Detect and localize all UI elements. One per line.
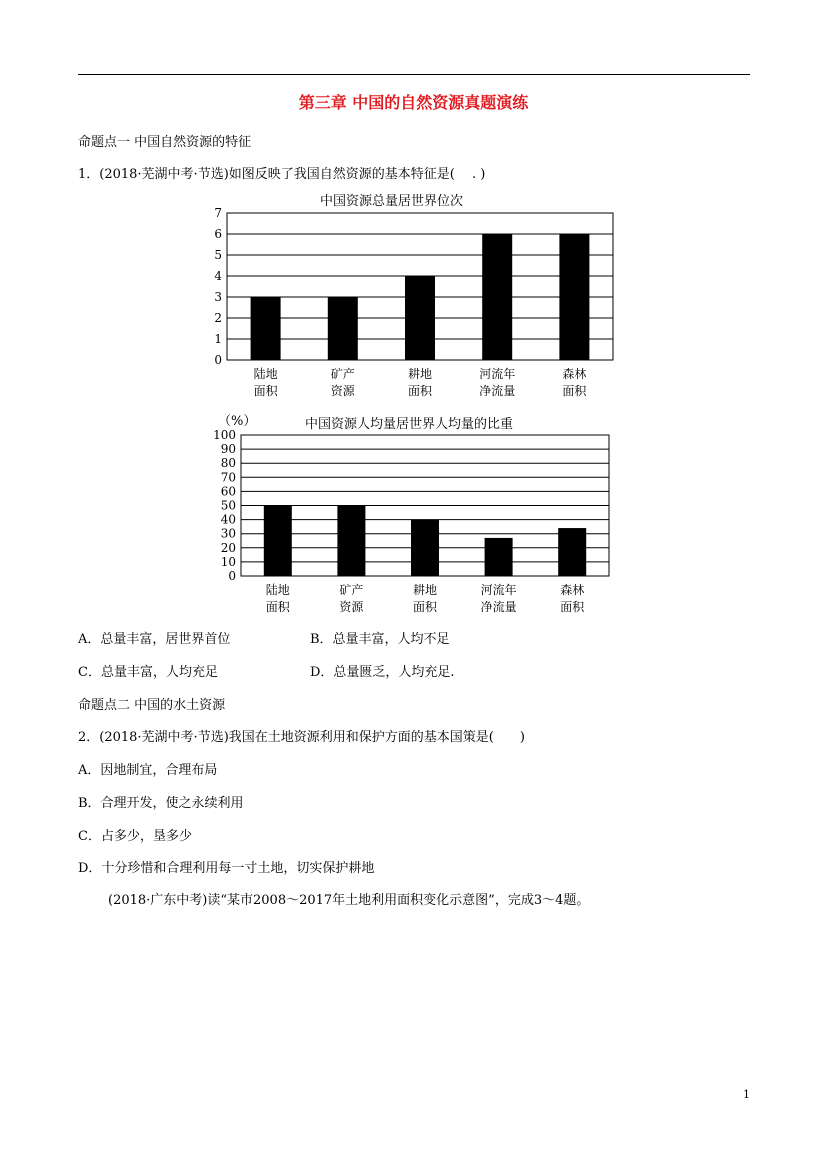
- chart1-category-label: 资源: [330, 384, 355, 398]
- chart-per-capita-ratio: [195, 428, 625, 618]
- q2-option-d: D．十分珍惜和合理利用每一寸土地，切实保护耕地: [78, 861, 375, 876]
- q1-option-a: A．总量丰富，居世界首位: [78, 632, 231, 647]
- chart2-ytick-label: 10: [220, 554, 236, 569]
- chart2-ytick-label: 100: [213, 428, 236, 442]
- chart2-ytick-label: 30: [220, 526, 236, 541]
- q2-option-c: C．占多少，垦多少: [78, 829, 192, 844]
- chart1-bar: [251, 297, 281, 360]
- chart1-ytick-label: 2: [214, 311, 222, 325]
- chart2-category-label: 净流量: [480, 600, 517, 614]
- q1-option-b: B．总量丰富，人均不足: [310, 632, 450, 647]
- q1-option-d: D．总量匮乏，人均充足.: [310, 665, 455, 680]
- header-rule: [78, 74, 750, 75]
- chart1-ytick-label: 3: [214, 290, 222, 304]
- chart1-category-label: 陆地: [253, 367, 278, 381]
- chart2-category-label: 耕地: [412, 583, 438, 597]
- page-title: 第三章 中国的自然资源真题演练: [298, 93, 529, 112]
- chart1-bar: [482, 234, 512, 360]
- chart1-ytick-label: 6: [214, 227, 222, 241]
- chart1-bar: [328, 297, 358, 360]
- chart-resource-rank: [195, 205, 625, 405]
- chart1-category-label: 面积: [253, 384, 278, 398]
- questions-3-4-intro: (2018·广东中考)读“某市2008～2017年土地利用面积变化示意图”，完成3～4题。: [108, 893, 590, 908]
- chart1-bar: [559, 234, 589, 360]
- chart2-ytick-label: 60: [220, 484, 236, 499]
- q1-option-c: C．总量丰富，人均充足: [78, 665, 218, 680]
- q2-option-a: A．因地制宜，合理布局: [78, 763, 218, 778]
- chart1-ytick-label: 4: [214, 269, 222, 283]
- chart1-ytick-label: 0: [214, 353, 222, 367]
- chart2-category-label: 矿产: [339, 583, 364, 597]
- chart2-category-label: 资源: [339, 600, 364, 614]
- chart2-bar: [558, 528, 586, 576]
- chart1-category-label: 净流量: [479, 384, 516, 398]
- chart1-category-label: 森林: [562, 367, 587, 381]
- page-number: 1: [743, 1088, 750, 1101]
- chart1-bar: [405, 276, 435, 360]
- section-heading-2: 命题点二 中国的水土资源: [78, 698, 226, 713]
- q2-option-b: B．合理开发，使之永续利用: [78, 796, 244, 811]
- chart2-ytick-label: 50: [220, 498, 236, 513]
- chart2-category-label: 面积: [560, 600, 585, 614]
- question-2-stem: 2．(2018·芜湖中考·节选)我国在土地资源利用和保护方面的基本国策是( ): [78, 730, 525, 745]
- chart2-category-label: 森林: [560, 583, 585, 597]
- chart1-category-label: 面积: [562, 384, 587, 398]
- chart2-y-unit: （%）: [218, 414, 257, 429]
- chart2-ytick-label: 40: [220, 512, 236, 527]
- chart1-ytick-label: 5: [214, 248, 222, 262]
- chart2-ytick-label: 0: [228, 569, 236, 583]
- chart1-ytick-label: 1: [214, 332, 222, 346]
- chart1-category-label: 河流年: [479, 367, 516, 381]
- chart1-title: 中国资源总量居世界位次: [320, 194, 464, 209]
- chart2-title: 中国资源人均量居世界人均量的比重: [305, 417, 514, 432]
- chart1-category-label: 耕地: [407, 367, 433, 381]
- chart2-bar: [264, 506, 292, 577]
- section-heading-1: 命题点一 中国自然资源的特征: [78, 135, 252, 150]
- chart2-ytick-label: 80: [220, 456, 236, 471]
- chart2-bar: [485, 538, 513, 576]
- chart2-category-label: 河流年: [480, 583, 517, 597]
- chart2-bar: [411, 520, 439, 576]
- chart1-category-label: 矿产: [330, 367, 355, 381]
- question-1-stem: 1．(2018·芜湖中考·节选)如图反映了我国自然资源的基本特征是( . ): [78, 167, 486, 182]
- chart1-ytick-label: 7: [214, 206, 222, 220]
- chart2-ytick-label: 90: [220, 442, 236, 457]
- chart2-bar: [337, 506, 365, 577]
- chart2-category-label: 面积: [412, 600, 438, 614]
- chart2-category-label: 面积: [265, 600, 290, 614]
- chart2-category-label: 陆地: [265, 583, 290, 597]
- chart2-ytick-label: 20: [220, 540, 236, 555]
- chart1-category-label: 面积: [407, 384, 433, 398]
- chart2-ytick-label: 70: [220, 470, 236, 485]
